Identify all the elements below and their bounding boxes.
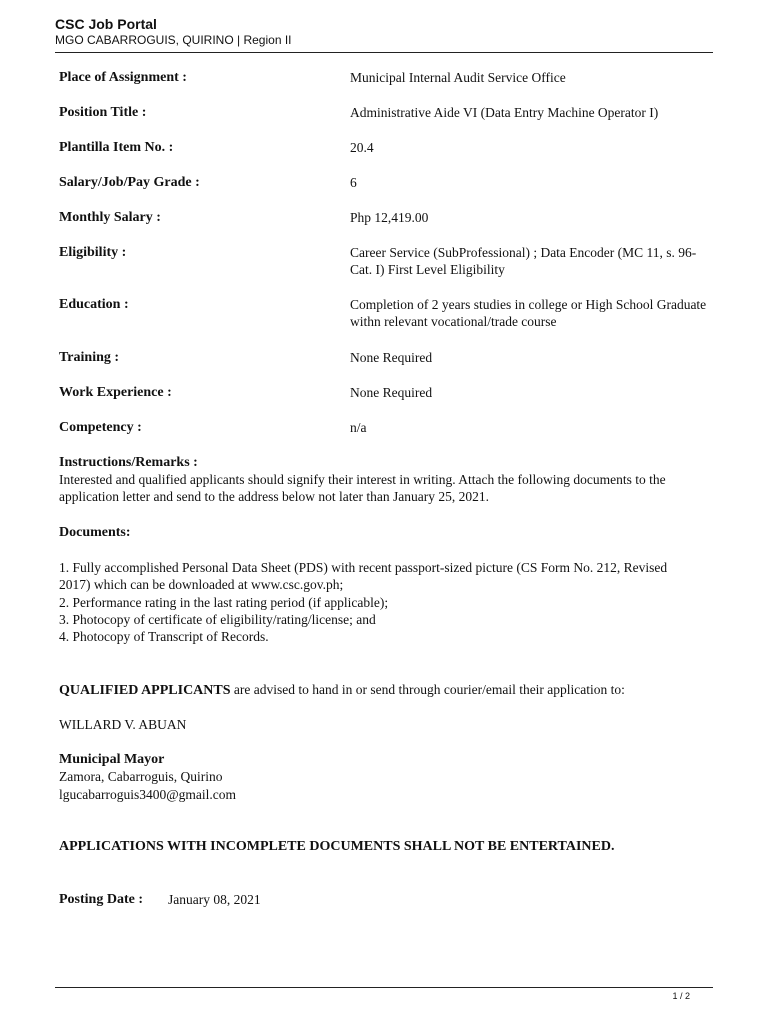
monthly-salary-value: Php 12,419.00 <box>350 210 429 225</box>
contact-name: WILLARD V. ABUAN <box>59 717 187 732</box>
competency-label: Competency : <box>59 420 142 435</box>
education-label: Education : <box>59 297 129 312</box>
document-item-2: 2. Performance rating in the last rating period (if applicable); <box>59 595 389 610</box>
monthly-salary-label: Monthly Salary : <box>59 210 161 225</box>
training-value: None Required <box>350 350 433 365</box>
competency-value: n/a <box>350 420 367 435</box>
training-label: Training : <box>59 350 120 365</box>
salary-grade-value: 6 <box>350 175 357 190</box>
documents-title: Documents: <box>59 525 131 540</box>
contact-position: Municipal Mayor <box>59 752 165 767</box>
page-number: 1 / 2 <box>672 991 690 1001</box>
work-experience-value: None Required <box>350 385 433 400</box>
education-value: Completion of 2 years studies in college or High School Graduate withn relevant vocational/trade course <box>350 297 707 329</box>
header-divider <box>55 52 713 53</box>
contact-address: Zamora, Cabarroguis, Quirino <box>59 769 223 784</box>
posting-date-label: Posting Date : <box>59 892 143 907</box>
eligibility-label: Eligibility : <box>59 245 127 260</box>
contact-email: lgucabarroguis3400@gmail.com <box>59 787 237 802</box>
posting-date-value: January 08, 2021 <box>168 892 261 907</box>
office-region: MGO CABARROGUIS, QUIRINO | Region II <box>55 33 292 47</box>
portal-title: CSC Job Portal <box>55 16 157 32</box>
salary-grade-label: Salary/Job/Pay Grade : <box>59 175 200 190</box>
work-experience-label: Work Experience : <box>59 385 172 400</box>
place-of-assignment-value: Municipal Internal Audit Service Office <box>350 70 566 85</box>
plantilla-item-value: 20.4 <box>350 140 374 155</box>
document-item-1: 1. Fully accomplished Personal Data Sheet (PDS) with recent passport-sized picture (CS Form No. 212, Revised 2017) which can be downloaded at www.csc.gov.ph; <box>59 560 668 592</box>
qualified-applicants-rest: are advised to hand in or send through courier/email their application to: <box>230 682 625 697</box>
document-item-3: 3. Photocopy of certificate of eligibility/rating/license; and <box>59 612 376 627</box>
incomplete-documents-notice: APPLICATIONS WITH INCOMPLETE DOCUMENTS SHALL NOT BE ENTERTAINED. <box>59 839 615 854</box>
qualified-applicants-lead: QUALIFIED APPLICANTS <box>59 683 231 698</box>
place-of-assignment-label: Place of Assignment : <box>59 70 187 85</box>
plantilla-item-label: Plantilla Item No. : <box>59 140 174 155</box>
eligibility-value: Career Service (SubProfessional) ; Data Encoder (MC 11, s. 96-Cat. I) First Level Eligibility <box>350 245 697 277</box>
instructions-title: Instructions/Remarks : <box>59 455 198 470</box>
instructions-text: Interested and qualified applicants should signify their interest in writing. Attach the following documents to the application letter and send to the address below not later than January 25, 2021. <box>59 472 666 504</box>
footer-divider <box>55 987 713 988</box>
position-title-value: Administrative Aide VI (Data Entry Machine Operator I) <box>350 105 659 120</box>
position-title-label: Position Title : <box>59 105 147 120</box>
document-item-4: 4. Photocopy of Transcript of Records. <box>59 629 269 644</box>
qualified-applicants-note <box>59 681 709 699</box>
